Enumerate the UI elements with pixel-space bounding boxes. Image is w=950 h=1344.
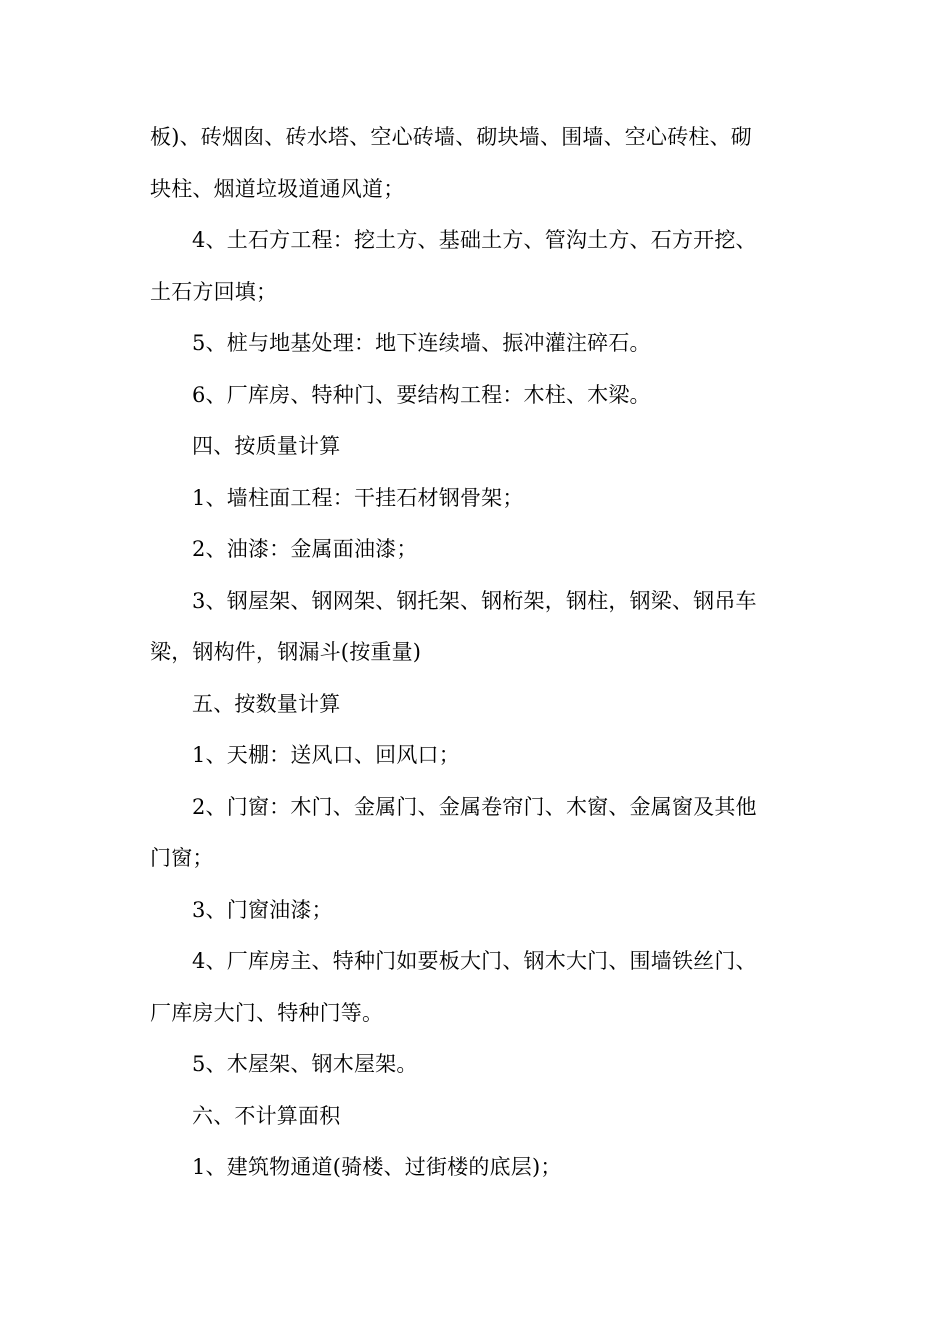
section-heading: 五、按数量计算 [192,691,341,716]
paragraph-line: 门窗； [150,846,214,870]
section-heading: 四、按质量计算 [192,434,341,458]
section-heading: 六、不计算面积 [192,1103,341,1128]
paragraph-line: 6、厂库房、特种门、要结构工程：木柱、木梁。 [192,382,651,407]
paragraph-line: 1、建筑物通道(骑楼、过街楼的底层)； [192,1155,562,1179]
paragraph-line: 4、厂库房主、特种门如要板大门、钢木大门、围墙铁丝门、 [192,949,757,973]
paragraph-line: 3、门窗油漆； [192,897,333,922]
paragraph-line: 板)、砖烟囱、砖水塔、空心砖墙、砌块墙、围墙、空心砖柱、砌 [150,125,752,149]
document-body [150,112,790,1194]
paragraph-line: 梁，钢构件，钢漏斗(按重量) [150,640,422,664]
paragraph-line: 土石方回填； [150,279,278,304]
paragraph-line: 2、油漆：金属面油漆； [192,537,418,561]
paragraph-line: 块柱、烟道垃圾道通风道； [150,176,405,201]
paragraph-line: 厂库房大门、特种门等。 [150,1000,384,1025]
paragraph-line: 5、木屋架、钢木屋架。 [192,1052,418,1076]
paragraph-line: 1、天棚：送风口、回风口； [192,743,460,767]
paragraph-line: 5、桩与地基处理：地下连续墙、振冲灌注碎石。 [192,331,651,355]
paragraph-line: 1、墙柱面工程：干挂石材钢骨架； [192,485,524,510]
paragraph-line: 2、门窗：木门、金属门、金属卷帘门、木窗、金属窗及其他 [192,794,757,819]
paragraph-line: 4、土石方工程：挖土方、基础土方、管沟土方、石方开挖、 [192,228,757,252]
paragraph-line: 3、钢屋架、钢网架、钢托架、钢桁架，钢柱，钢梁、钢吊车 [192,588,757,613]
